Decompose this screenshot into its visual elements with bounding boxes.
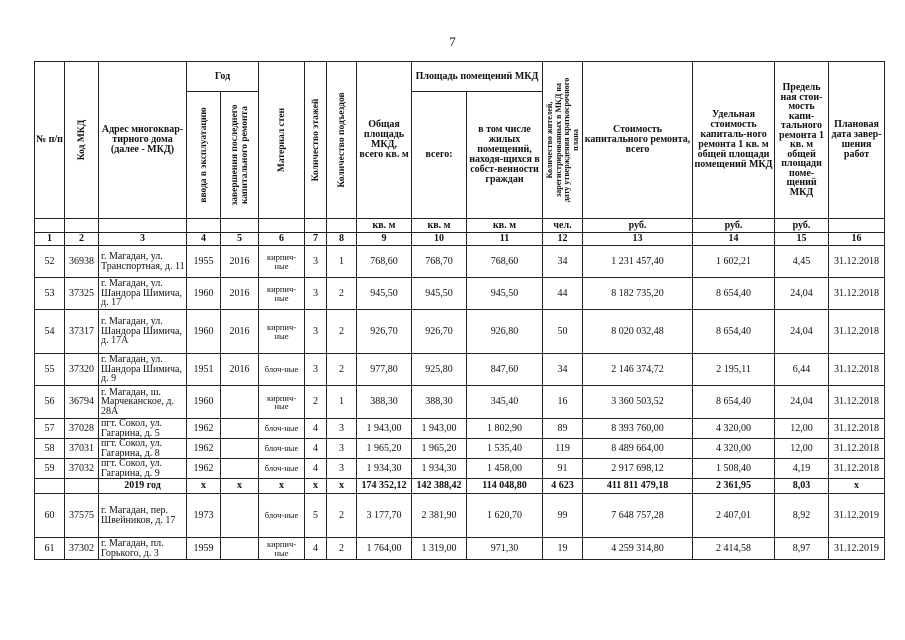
area-all: 388,30 <box>412 386 467 419</box>
area-private: 847,60 <box>467 354 543 386</box>
year-commissioned: 1959 <box>187 538 221 560</box>
residents: 119 <box>543 439 583 459</box>
row-number: 53 <box>35 278 65 310</box>
total-area: 768,60 <box>357 246 412 278</box>
residents: 16 <box>543 386 583 419</box>
wall-material: блоч-ные <box>259 494 305 538</box>
limit-cost: 4,19 <box>775 459 829 479</box>
col-header-address: Адрес многоквар-тирного дома (далее - МКД) <box>99 62 187 219</box>
limit-cost: 12,00 <box>775 419 829 439</box>
entrances: 1 <box>327 386 357 419</box>
plan-date: 31.12.2018 <box>829 278 885 310</box>
floors: 4 <box>305 538 327 560</box>
year-commissioned: 1962 <box>187 439 221 459</box>
col-number: 1 <box>35 233 65 246</box>
repair-cost: 1 231 457,40 <box>583 246 693 278</box>
area-private: 971,30 <box>467 538 543 560</box>
entrances: 2 <box>327 538 357 560</box>
limit-cost: 24,04 <box>775 278 829 310</box>
table-row <box>35 246 885 278</box>
col-number: 9 <box>357 233 412 246</box>
col-header-area-group: Площадь помещений МКД <box>412 62 543 92</box>
address: г. Магадан, пл. Горького, д. 3 <box>99 538 187 560</box>
repair-cost: 3 360 503,52 <box>583 386 693 419</box>
limit-cost: 8,92 <box>775 494 829 538</box>
mkd-code: 37302 <box>65 538 99 560</box>
row-number: 56 <box>35 386 65 419</box>
repair-cost: 2 917 698,12 <box>583 459 693 479</box>
floors: 3 <box>305 246 327 278</box>
total-x: х <box>259 479 305 494</box>
year-commissioned: 1951 <box>187 354 221 386</box>
table-row <box>35 459 885 479</box>
address: г. Магадан, ул. Транспортная, д. 11 <box>99 246 187 278</box>
col-number: 11 <box>467 233 543 246</box>
entrances: 2 <box>327 310 357 354</box>
col-number: 12 <box>543 233 583 246</box>
wall-material: кирпич-ные <box>259 278 305 310</box>
column-numbers-row <box>35 233 885 246</box>
residents: 50 <box>543 310 583 354</box>
limit-cost: 12,00 <box>775 439 829 459</box>
col-header-unit-cost: Удельная стоимость капиталь-ного ремонта 1 кв. м общей площади помещений МКД <box>693 62 775 219</box>
col-header-limit-cost: Предель ная стои-мость капи-тального ремонта 1 кв. м общей площади поме-щений МКД <box>775 62 829 219</box>
mkd-table <box>34 61 885 560</box>
row-number: 61 <box>35 538 65 560</box>
area-all: 926,70 <box>412 310 467 354</box>
residents: 99 <box>543 494 583 538</box>
area-private: 1 620,70 <box>467 494 543 538</box>
total-area-private: 114 048,80 <box>467 479 543 494</box>
unit-cell: кв. м <box>357 219 412 233</box>
entrances: 3 <box>327 439 357 459</box>
plan-date: 31.12.2018 <box>829 354 885 386</box>
entrances: 3 <box>327 459 357 479</box>
unit-cost: 8 654,40 <box>693 310 775 354</box>
limit-cost: 8,97 <box>775 538 829 560</box>
entrances: 1 <box>327 246 357 278</box>
units-row <box>35 219 885 233</box>
table-row <box>35 538 885 560</box>
area-all: 1 943,00 <box>412 419 467 439</box>
area-all: 2 381,90 <box>412 494 467 538</box>
area-private: 945,50 <box>467 278 543 310</box>
col-number: 16 <box>829 233 885 246</box>
year-commissioned: 1960 <box>187 386 221 419</box>
repair-cost: 4 259 314,80 <box>583 538 693 560</box>
total-area: 1 764,00 <box>357 538 412 560</box>
mkd-code: 37031 <box>65 439 99 459</box>
area-private: 1 535,40 <box>467 439 543 459</box>
wall-material: блоч-ные <box>259 354 305 386</box>
wall-material: блоч-ные <box>259 439 305 459</box>
year-commissioned: 1960 <box>187 310 221 354</box>
floors: 3 <box>305 354 327 386</box>
unit-cell: руб. <box>775 219 829 233</box>
col-number: 3 <box>99 233 187 246</box>
table-row <box>35 494 885 538</box>
col-number: 5 <box>221 233 259 246</box>
unit-cell: чел. <box>543 219 583 233</box>
wall-material: кирпич-ные <box>259 246 305 278</box>
limit-cost: 4,45 <box>775 246 829 278</box>
row-number: 58 <box>35 439 65 459</box>
total-x: х <box>327 479 357 494</box>
unit-cost: 4 320,00 <box>693 419 775 439</box>
table-row <box>35 439 885 459</box>
unit-cost: 8 654,40 <box>693 278 775 310</box>
col-header-year-last-repair: завершения последнего капитального ремонта <box>221 92 259 219</box>
col-header-code: Код МКД <box>65 62 99 219</box>
year-last-repair <box>221 419 259 439</box>
table-row <box>35 386 885 419</box>
year-last-repair <box>221 494 259 538</box>
floors: 4 <box>305 439 327 459</box>
table-row <box>35 354 885 386</box>
unit-cost: 1 602,21 <box>693 246 775 278</box>
area-private: 1 458,00 <box>467 459 543 479</box>
address: г. Магадан, ул. Шандора Шимича, д. 17 <box>99 278 187 310</box>
unit-cost: 8 654,40 <box>693 386 775 419</box>
total-limit: 8,03 <box>775 479 829 494</box>
col-header-area-private: в том числе жилых помещений, находя-щихся в собст-венности граждан <box>467 92 543 219</box>
area-private: 345,40 <box>467 386 543 419</box>
address: пгт. Сокол, ул. Гагарина, д. 5 <box>99 419 187 439</box>
mkd-code: 37320 <box>65 354 99 386</box>
unit-cost: 1 508,40 <box>693 459 775 479</box>
limit-cost: 6,44 <box>775 354 829 386</box>
area-all: 768,70 <box>412 246 467 278</box>
col-header-residents: Количество жителей, зарегистрированных в МКД на дату утверждения краткосрочного плана <box>543 62 583 219</box>
total-area: 1 943,00 <box>357 419 412 439</box>
address: г. Магадан, ул. Шандора Шимича, д. 17А <box>99 310 187 354</box>
year-last-repair: 2016 <box>221 246 259 278</box>
residents: 91 <box>543 459 583 479</box>
col-header-repair-cost: Стоимость капитального ремонта, всего <box>583 62 693 219</box>
total-area: 3 177,70 <box>357 494 412 538</box>
plan-date: 31.12.2019 <box>829 494 885 538</box>
plan-date: 31.12.2018 <box>829 310 885 354</box>
wall-material: блоч-ные <box>259 459 305 479</box>
col-header-year-commissioned: ввода в эксплуатацию <box>187 92 221 219</box>
area-all: 925,80 <box>412 354 467 386</box>
col-number: 7 <box>305 233 327 246</box>
repair-cost: 8 489 664,00 <box>583 439 693 459</box>
col-header-area-all: всего: <box>412 92 467 219</box>
col-number: 2 <box>65 233 99 246</box>
page-number: 7 <box>449 34 456 49</box>
unit-cell: руб. <box>583 219 693 233</box>
mkd-code: 37028 <box>65 419 99 439</box>
unit-cost: 2 195,11 <box>693 354 775 386</box>
col-number: 4 <box>187 233 221 246</box>
total-area: 977,80 <box>357 354 412 386</box>
wall-material: кирпич-ные <box>259 538 305 560</box>
plan-date: 31.12.2018 <box>829 386 885 419</box>
row-number: 55 <box>35 354 65 386</box>
repair-cost: 8 020 032,48 <box>583 310 693 354</box>
residents: 34 <box>543 354 583 386</box>
table-row <box>35 278 885 310</box>
total-cost: 411 811 479,18 <box>583 479 693 494</box>
floors: 4 <box>305 459 327 479</box>
residents: 44 <box>543 278 583 310</box>
total-area: 388,30 <box>357 386 412 419</box>
year-commissioned: 1955 <box>187 246 221 278</box>
row-number: 52 <box>35 246 65 278</box>
year-commissioned: 1973 <box>187 494 221 538</box>
total-label: 2019 год <box>99 479 187 494</box>
col-header-floors: Количество этажей <box>305 62 327 219</box>
limit-cost: 24,04 <box>775 310 829 354</box>
address: пгт. Сокол, ул. Гагарина, д. 9 <box>99 459 187 479</box>
mkd-code: 37032 <box>65 459 99 479</box>
mkd-code: 36794 <box>65 386 99 419</box>
limit-cost: 24,04 <box>775 386 829 419</box>
col-number: 10 <box>412 233 467 246</box>
table-row <box>35 310 885 354</box>
floors: 3 <box>305 310 327 354</box>
year-last-repair <box>221 386 259 419</box>
year-last-repair <box>221 439 259 459</box>
area-all: 1 319,00 <box>412 538 467 560</box>
total-x: х <box>187 479 221 494</box>
unit-cost: 2 407,01 <box>693 494 775 538</box>
year-commissioned: 1960 <box>187 278 221 310</box>
year-last-repair: 2016 <box>221 278 259 310</box>
repair-cost: 8 182 735,20 <box>583 278 693 310</box>
unit-cost: 2 414,58 <box>693 538 775 560</box>
col-header-plan-date: Плановая дата завер-шения работ <box>829 62 885 219</box>
repair-cost: 7 648 757,28 <box>583 494 693 538</box>
unit-cell: кв. м <box>467 219 543 233</box>
address: г. Магадан, ул. Шандора Шимича, д. 9 <box>99 354 187 386</box>
col-header-entrances: Количество подъездов <box>327 62 357 219</box>
rows-2019 <box>35 494 885 560</box>
wall-material: кирпич-ные <box>259 310 305 354</box>
year-last-repair <box>221 459 259 479</box>
mkd-code: 37575 <box>65 494 99 538</box>
plan-date: 31.12.2018 <box>829 246 885 278</box>
unit-cell: руб. <box>693 219 775 233</box>
table-row <box>35 419 885 439</box>
year-last-repair: 2016 <box>221 310 259 354</box>
area-all: 1 934,30 <box>412 459 467 479</box>
area-all: 1 965,20 <box>412 439 467 459</box>
area-private: 768,60 <box>467 246 543 278</box>
col-number: 15 <box>775 233 829 246</box>
year-commissioned: 1962 <box>187 459 221 479</box>
mkd-code: 37317 <box>65 310 99 354</box>
col-number: 13 <box>583 233 693 246</box>
total-2019 <box>35 479 885 494</box>
year-commissioned: 1962 <box>187 419 221 439</box>
floors: 4 <box>305 419 327 439</box>
total-x: х <box>829 479 885 494</box>
entrances: 3 <box>327 419 357 439</box>
unit-cell: кв. м <box>412 219 467 233</box>
address: г. Магадан, пер. Швейников, д. 17 <box>99 494 187 538</box>
col-header-total-area: Общая площадь МКД, всего кв. м <box>357 62 412 219</box>
floors: 5 <box>305 494 327 538</box>
address: г. Магадан, ш. Марчеканское, д. 28А <box>99 386 187 419</box>
total-area-all: 142 388,42 <box>412 479 467 494</box>
total-area: 945,50 <box>357 278 412 310</box>
total-area: 174 352,12 <box>357 479 412 494</box>
plan-date: 31.12.2019 <box>829 538 885 560</box>
total-area: 1 934,30 <box>357 459 412 479</box>
col-header-wall-material: Материал стен <box>259 62 305 219</box>
wall-material: кирпич-ные <box>259 386 305 419</box>
total-x: х <box>305 479 327 494</box>
entrances: 2 <box>327 494 357 538</box>
row-number: 59 <box>35 459 65 479</box>
col-header-year-group: Год <box>187 62 259 92</box>
rows-2018 <box>35 246 885 479</box>
year-last-repair <box>221 538 259 560</box>
col-header-num: № п/п <box>35 62 65 219</box>
residents: 89 <box>543 419 583 439</box>
repair-cost: 2 146 374,72 <box>583 354 693 386</box>
total-unit-cost: 2 361,95 <box>693 479 775 494</box>
year-last-repair: 2016 <box>221 354 259 386</box>
col-number: 14 <box>693 233 775 246</box>
plan-date: 31.12.2018 <box>829 439 885 459</box>
total-x: х <box>221 479 259 494</box>
entrances: 2 <box>327 354 357 386</box>
unit-cost: 4 320,00 <box>693 439 775 459</box>
col-number: 6 <box>259 233 305 246</box>
total-area: 926,70 <box>357 310 412 354</box>
area-all: 945,50 <box>412 278 467 310</box>
wall-material: блоч-ные <box>259 419 305 439</box>
total-row <box>35 479 885 494</box>
total-residents: 4 623 <box>543 479 583 494</box>
total-area: 1 965,20 <box>357 439 412 459</box>
residents: 34 <box>543 246 583 278</box>
plan-date: 31.12.2018 <box>829 419 885 439</box>
mkd-code: 36938 <box>65 246 99 278</box>
row-number: 57 <box>35 419 65 439</box>
floors: 3 <box>305 278 327 310</box>
area-private: 926,80 <box>467 310 543 354</box>
row-number: 54 <box>35 310 65 354</box>
address: пгт. Сокол, ул. Гагарина, д. 8 <box>99 439 187 459</box>
plan-date: 31.12.2018 <box>829 459 885 479</box>
col-number: 8 <box>327 233 357 246</box>
mkd-code: 37325 <box>65 278 99 310</box>
repair-cost: 8 393 760,00 <box>583 419 693 439</box>
residents: 19 <box>543 538 583 560</box>
entrances: 2 <box>327 278 357 310</box>
floors: 2 <box>305 386 327 419</box>
area-private: 1 802,90 <box>467 419 543 439</box>
row-number: 60 <box>35 494 65 538</box>
